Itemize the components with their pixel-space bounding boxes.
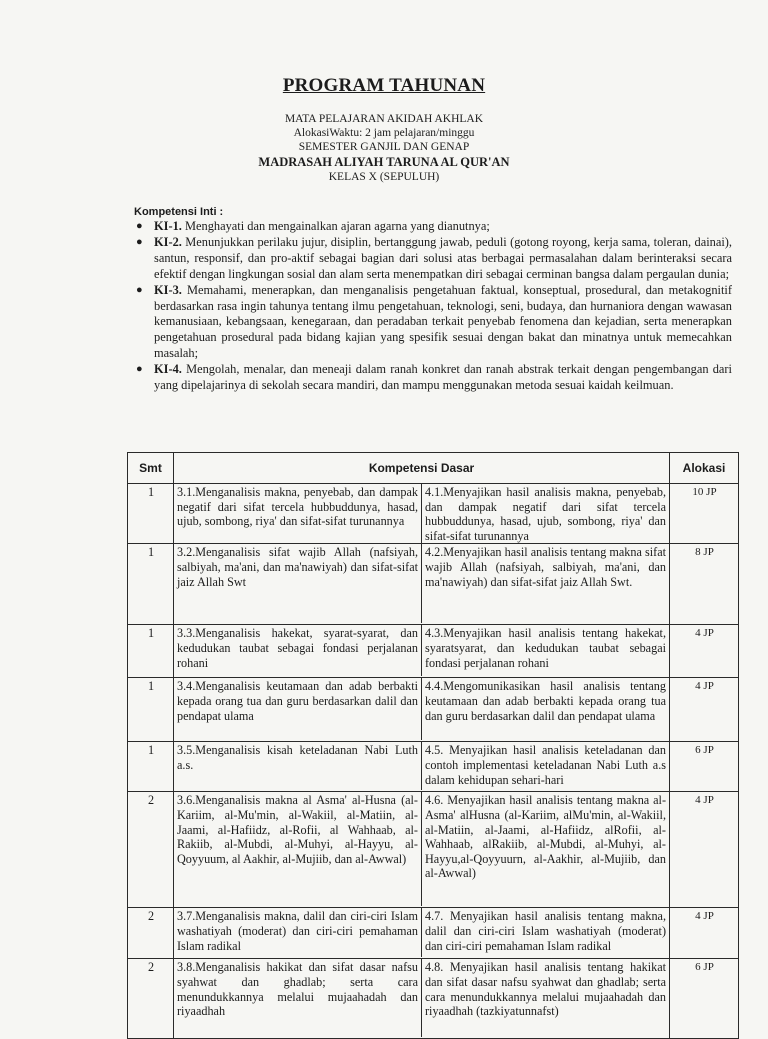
kd-cell [174,959,670,1039]
bullet-icon: ● [136,283,143,296]
kd-cell [174,544,670,625]
ki-code: KI-3. [154,282,182,297]
header-kompetensi-dasar: Kompetensi Dasar [174,453,670,484]
kd-skill-text: 4.2.Menyajikan hasil analisis tentang makna sifat wajib Allah (nafsiyah, salbiyah, ma'ani, dan ma'nawiyah) dan sifat-sifat jaiz Allah Swt. [425,545,666,589]
kd-skill-text: 4.6. Menyajikan hasil analisis tentang makna al-Asma' alHusna (al-Kariim, alMu'min, al-Wakiil, al-Matiin, al-Jaami, al-Hafiidz, alRofii, al-Wahhaab, alRakiib, al-Mubdi, al-Muhyi, al-Hayyu,al-Qoyyuurn, al-Aakhir, al-Mujiib, dan al-Awwal) [425,793,666,881]
kd-skill-text: 4.3.Menyajikan hasil analisis tentang hakekat, syaratsyarat, dan kedudukan taubat sebagai fondasi perjalanan rohani [425,626,666,670]
ki-code: KI-1. [154,219,182,233]
alokasi-cell: 6 JP [670,959,739,1039]
bullet-icon: ● [136,220,143,232]
alokasi-cell: 4 JP [670,792,739,908]
smt-cell: 1 [128,625,174,678]
time-allocation-line: AlokasiWaktu: 2 jam pelajaran/minggu [293,127,475,139]
ki-text: Memahami, menerapkan, dan menganalisis pengetahuan faktual, konseptual, prosedural, dan metakognitif berdasarkan rasa ingin tahunya tentang ilmu pengetahuan, teknologi, seni, budaya, dan hurnaniora dengan wawasan kemanusiaan, kebangsaan, kenegaraan, dan peradaban terkait penyebab fenomena dan kejadian, serta menerapkan pengetahuan prosedural pada bidang kajian yang spesifik sesuai dengan bakat dan minatnya untuk memecahkan masalah; [154,282,732,361]
kd-knowledge-text: 3.4.Menganalisis keutamaan dan adab berbakti kepada orang tua dan guru berdasarkan dalil dan pendapat ulama [174,678,422,740]
table-row [128,625,739,678]
table-row [128,678,739,742]
ki-item [134,219,732,235]
table-row [128,742,739,792]
semester-line: SEMESTER GANJIL DAN GENAP [298,141,470,153]
kd-knowledge-text: 3.1.Menganalisis makna, penyebab, dan dampak negatif dari sifat tercela hubbuddunya, hasad, ujub, sombong, riya' dan sifat-sifat turunannya [174,484,422,543]
subject-line: MATA PELAJARAN AKIDAH AKHLAK [284,113,484,125]
kd-knowledge-text: 3.8.Menganalisis hakikat dan sifat dasar nafsu syahwat dan ghadlab; serta cara menundukkannya melalui mujaahadah dan riyaadhah [174,959,422,1037]
kd-skill-text: 4.5. Menyajikan hasil analisis keteladanan dan contoh implementasi keteladanan Nabi Luth a.s dalam kehidupan sehari-hari [425,743,666,787]
kd-skill-text: 4.1.Menyajikan hasil analisis makna, penyebab, dan dampak negatif dari sifat tercela hubbuddunya, hasad, ujub, sombong, riya' dan sifat-sifat turunannya [425,485,666,543]
smt-cell: 2 [128,908,174,959]
smt-cell: 2 [128,959,174,1039]
kd-cell [174,742,670,792]
alokasi-cell: 10 JP [670,484,739,544]
table-row [128,908,739,959]
smt-cell: 1 [128,742,174,792]
ki-item [134,362,732,394]
alokasi-cell: 4 JP [670,908,739,959]
ki-code: KI-4. [154,362,182,377]
table-row [128,959,739,1039]
table-row [128,544,739,625]
kompetensi-inti-list [134,219,732,394]
kd-cell [174,625,670,678]
bullet-icon: ● [136,363,143,376]
kd-knowledge-text: 3.7.Menganalisis makna, dalil dan ciri-ciri Islam washatiyah (moderat) dan ciri-ciri pemahaman Islam radikal [174,908,422,957]
kd-knowledge-text: 3.5.Menganalisis kisah keteladanan Nabi Luth a.s. [174,742,422,790]
ki-text: Menghayati dan mengainalkan ajaran agarna yang dianutnya; [181,219,490,233]
ki-item [134,283,732,363]
alokasi-cell: 6 JP [670,742,739,792]
table-row [128,484,739,544]
alokasi-cell: 4 JP [670,678,739,742]
class-line: KELAS X (SEPULUH) [328,171,440,183]
kompetensi-dasar-table [127,452,739,1039]
smt-cell: 1 [128,678,174,742]
alokasi-cell: 8 JP [670,544,739,625]
kd-cell [174,908,670,959]
kd-skill-text: 4.7. Menyajikan hasil analisis tentang makna, dalil dan ciri-ciri Islam washatiyah (moderat) dan ciri-ciri pemahaman Islam radikal [425,909,666,953]
school-name: MADRASAH ALIYAH TARUNA AL QUR'AN [258,155,510,169]
ki-code: KI-2. [154,234,182,249]
header-alokasi: Alokasi [670,453,739,484]
smt-cell: 1 [128,544,174,625]
document-title: PROGRAM TAHUNAN [282,75,486,96]
kd-cell [174,484,670,544]
ki-text: Mengolah, menalar, dan meneaji dalam ranah konkret dan ranah abstrak terkait dengan pengembangan dari yang dipelajarinya di sekolah secara mandiri, dan mampu menggunakan metoda sesuai kaidah keilmuan. [154,362,732,393]
ki-text: Menunjukkan perilaku jujur, disiplin, bertanggung jawab, peduli (gotong royong, kerja sama, toleran, dainai), santun, responsif, dan pro-aktif sebagai bagian dari solusi atas berbagai permasalahan dalam berinteraksi secara efektif dengan lingkungan sosial dan alam serta menempatkan diri sebagai cerminan bangsa dalam pergaulan dunia; [154,234,732,281]
alokasi-cell: 4 JP [670,625,739,678]
kd-skill-text: 4.8. Menyajikan hasil analisis tentang hakikat dan sifat dasar nafsu syahwat dan ghadlab; serta cara menundukkannya melalui mujaahadah dan riyaadhah (tazkiyatunnafst) [425,960,666,1019]
kd-knowledge-text: 3.2.Menganalisis sifat wajib Allah (nafsiyah, salbiyah, ma'ani, dan ma'nawiyah) dan sifat-sifat jaiz Allah Swt [174,544,422,623]
table-header-row [128,453,739,484]
smt-cell: 2 [128,792,174,908]
bullet-icon: ● [136,235,143,248]
ki-item [134,235,732,283]
kd-knowledge-text: 3.6.Menganalisis makna al Asma' al-Husna (al-Kariim, al-Mu'min, al-Wakiil, al-Matiin, al-Jaami, al-Hafiidz, al-Rofii, al Wahhaab, al-Rakiib, al-Mubdi, al-Muhyi, al-Hayyu, al-Qoyyuum, al Aakhir, al-Mujiib, dan al-Awwal) [174,792,422,906]
table-row [128,792,739,908]
smt-cell: 1 [128,484,174,544]
kd-knowledge-text: 3.3.Menganalisis hakekat, syarat-syarat, dan kedudukan taubat sebagai fondasi perjalanan rohani [174,625,422,676]
kd-skill-text: 4.4.Mengomunikasikan hasil analisis tentang keutamaan dan adab berbakti kepada orang tua dan guru berdasarkan dalil dan pendapat ulama [425,679,666,723]
kd-cell [174,792,670,908]
kd-cell [174,678,670,742]
table-body [128,484,739,1039]
header-smt: Smt [128,453,174,484]
kompetensi-inti-heading: Kompetensi Inti : [134,206,224,218]
